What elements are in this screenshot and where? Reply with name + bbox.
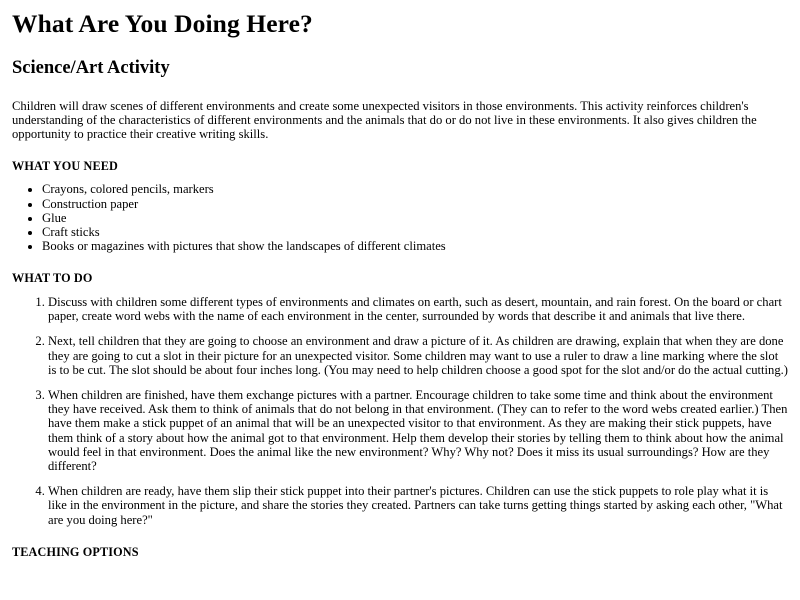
materials-list [12, 182, 788, 252]
list-item: 3. When children are finished, have them exchange pictures with a partner. Encourage children to take some time and think about the environment they have received. Ask them to think of animals that do not belong in that environment. (They can to refer to the word webs created earlier.) Then have them make a stick puppet of an animal that will be an unexpected visitor to that environment. As they are making their stick puppets, have them think of a story about how the animal got to that environment. Help them develop their stories by telling them to think about how the animal would feel in that environment. Does the animal like the new environment? Why? Why not? Does it miss its usual surroundings? How are they different? [48, 388, 788, 473]
section-heading-what-to-do: WHAT TO DO [12, 270, 93, 285]
list-item: • Books or magazines with pictures that show the landscapes of different climates [42, 239, 788, 253]
page-title: What Are You Doing Here? [12, 9, 313, 38]
list-item: 1. Discuss with children some different types of environments and climates on earth, such as desert, mountain, and rain forest. On the board or chart paper, create word webs with the name of each environment in the center, surrounded by words that describe it and animals that live there. [48, 295, 788, 323]
instructions-list [12, 295, 788, 527]
intro-paragraph: Children will draw scenes of different environments and create some unexpected visitors in those environments. This activity reinforces children's understanding of the characteristics of different environments and the animals that do or do not live in these environments. It also gives children the opportunity to practice their creative writing skills. [12, 98, 757, 142]
list-item: • Construction paper [42, 197, 788, 211]
activity-subtitle: Science/Art Activity [12, 57, 170, 78]
list-item: • Glue [42, 211, 788, 225]
list-item: • Crayons, colored pencils, markers [42, 182, 788, 196]
section-heading-what-you-need: WHAT YOU NEED [12, 159, 119, 174]
section-heading-teaching-options: TEACHING OPTIONS [12, 544, 139, 559]
list-item: 2. Next, tell children that they are going to choose an environment and draw a picture of it. As children are drawing, explain that when they are done they are going to cut a slot in their picture for an unexpected visitor. Some children may want to use a ruler to draw a line marking where the slot is to be cut. The slot should be about four inches long. (You may need to help children choose a good spot for the slot and/or do the actual cutting.) [48, 334, 788, 377]
list-item: • Craft sticks [42, 225, 788, 239]
list-item: 4. When children are ready, have them slip their stick puppet into their partner's pictures. Children can use the stick puppets to role play what it is like in the environment in the picture, and share the stories they created. Partners can take turns getting things started by asking each other, "What are you doing here?" [48, 484, 788, 527]
